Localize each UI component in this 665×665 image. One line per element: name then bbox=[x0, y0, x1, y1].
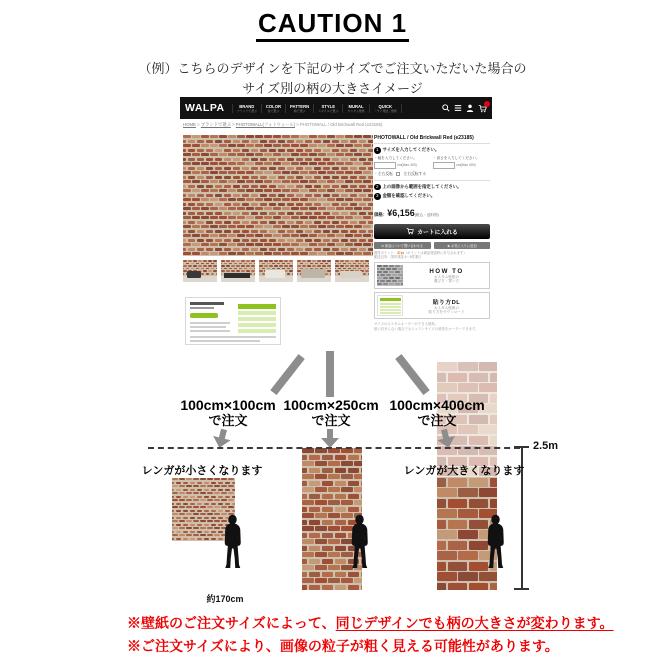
nav-item-color[interactable]: COLOR 色で選ぶ bbox=[261, 104, 285, 113]
nav-item-mural[interactable]: MURAL カスタム壁紙 bbox=[342, 104, 368, 113]
red-note-1: ※壁紙のご注文サイズによって、同じデザインでも柄の大きさが変わります。 bbox=[127, 615, 614, 631]
product-thumbnails bbox=[183, 260, 369, 282]
site-header bbox=[180, 97, 492, 119]
thumbnail-2[interactable] bbox=[221, 260, 255, 282]
ceiling-line bbox=[148, 447, 520, 449]
flip-label: ・左右反転 bbox=[374, 171, 393, 176]
width-label: ・幅を入力してください。 bbox=[374, 155, 418, 160]
flip-checkbox[interactable] bbox=[396, 172, 401, 177]
favorite-button[interactable]: ★ お気に入りに追加 bbox=[434, 242, 491, 250]
step-1-number: 1 bbox=[375, 147, 379, 152]
howto-thumb bbox=[377, 265, 403, 286]
walpa-logo[interactable]: WALPA bbox=[185, 102, 225, 114]
product-panel bbox=[374, 135, 490, 331]
thumbnail-4[interactable] bbox=[297, 260, 331, 282]
install-dl-thumb bbox=[377, 295, 403, 316]
search-icon[interactable] bbox=[442, 104, 450, 112]
cart-icon[interactable] bbox=[478, 104, 487, 113]
subtitle-line1: （例）こちらのデザインを下記のサイズでご注文いただいた場合の bbox=[138, 61, 527, 76]
ceiling-height-label: 2.5m bbox=[533, 440, 559, 452]
points-line: 獲得ポイント：37pt（ポイントは商品発送時に付与されます） 配送目安：国内発送 4〜5営業日 bbox=[374, 251, 467, 260]
howto-banner[interactable]: HOW TO カスタム壁紙の 選び方・買い方 bbox=[374, 262, 490, 289]
step-2-number: 2 bbox=[375, 183, 379, 189]
nav-item-brand[interactable]: BRAND ブランドで選ぶ bbox=[232, 104, 261, 113]
height-label: ・高さを入力してください。 bbox=[433, 155, 480, 160]
nav-item-style[interactable]: STYLE スタイルで選ぶ bbox=[313, 104, 342, 113]
person-silhouette-middle bbox=[345, 492, 375, 597]
page-title: CAUTION 1 bbox=[0, 8, 665, 39]
width-input[interactable] bbox=[374, 162, 396, 169]
arrow-top-middle bbox=[324, 351, 336, 402]
cart-button-icon bbox=[406, 227, 414, 235]
arrow-top-right bbox=[394, 353, 435, 401]
height-unit: cm(Max 400) bbox=[456, 163, 476, 167]
add-to-cart-button[interactable]: カートに入れる bbox=[374, 224, 490, 239]
shipping-line: 配送目安：国内発送 4〜5営業日 bbox=[374, 255, 422, 260]
step-3-number: 3 bbox=[375, 193, 379, 198]
subtitle-line2: サイズ別の柄の大きさイメージ bbox=[242, 81, 423, 96]
height-input[interactable] bbox=[433, 162, 455, 169]
step-1-label: サイズを入力してください。 bbox=[382, 147, 440, 153]
product-caption: サイズのカスタムオーダーができる壁紙。 壁に収まらない場合でもジャストサイズの壁紙をオーダーできます。 bbox=[374, 322, 479, 331]
list-icon[interactable] bbox=[454, 104, 462, 112]
product-title: PHOTOWALL / Old Brickwall Red (e23185) bbox=[374, 135, 490, 144]
size-label-400: 100cm×400cm で注文 bbox=[389, 397, 485, 428]
arrow-top-left bbox=[266, 353, 307, 401]
price-row: 価格：¥6,156(税込・送料別) bbox=[374, 207, 439, 218]
note-bricks-smaller: レンガが小さくなります bbox=[141, 465, 263, 477]
person-silhouette-left bbox=[218, 492, 248, 597]
step-2-label: 上の画像から範囲を指定してください。 bbox=[382, 183, 462, 189]
nav-item-pattern[interactable]: PATTERN 柄で選ぶ bbox=[285, 104, 313, 113]
red-note-2: ※ご注文サイズにより、画像の粒子が粗く見える可能性があります。 bbox=[127, 638, 559, 654]
user-icon[interactable] bbox=[466, 104, 474, 112]
person-silhouette-right bbox=[481, 492, 511, 597]
note-bricks-bigger: レンガが大きくなります bbox=[403, 465, 525, 477]
nav-item-quick[interactable]: QUICK 「すぐ発送」壁紙 bbox=[369, 104, 402, 113]
thumbnail-5[interactable] bbox=[335, 260, 369, 282]
width-unit: cm(Max 400) bbox=[397, 163, 417, 167]
arrow-down-left bbox=[206, 426, 235, 456]
cart-badge bbox=[484, 101, 490, 107]
flip-checkbox-label: 左右反転する bbox=[403, 171, 427, 176]
breadcrumb[interactable]: HOME > ブランドで選ぶ > PHOTOWALL(フォトウォール) > PHOTOWALL / Old Brickwall Red (e23185) bbox=[183, 122, 383, 127]
person-height-label: 約170cm bbox=[206, 594, 244, 604]
thumbnail-3[interactable] bbox=[259, 260, 293, 282]
inquiry-button[interactable]: ✉ 商品について問い合わせる bbox=[374, 242, 431, 250]
thumbnail-1[interactable] bbox=[183, 260, 217, 282]
size-label-250: 100cm×250cm で注文 bbox=[283, 397, 379, 428]
product-main-image[interactable] bbox=[183, 135, 373, 256]
order-guide-graphic bbox=[185, 297, 281, 345]
main-nav bbox=[232, 97, 402, 119]
install-dl-banner[interactable]: 貼り方DL カスタム壁紙の 貼り方をダウンロード bbox=[374, 292, 490, 319]
price-value: ¥6,156 bbox=[387, 207, 415, 218]
size-label-100: 100cm×100cm で注文 bbox=[180, 397, 276, 428]
step-3-label: 金額を確認してください。 bbox=[382, 193, 436, 199]
website-screenshot bbox=[180, 97, 492, 355]
arrow-down-middle bbox=[318, 429, 342, 454]
